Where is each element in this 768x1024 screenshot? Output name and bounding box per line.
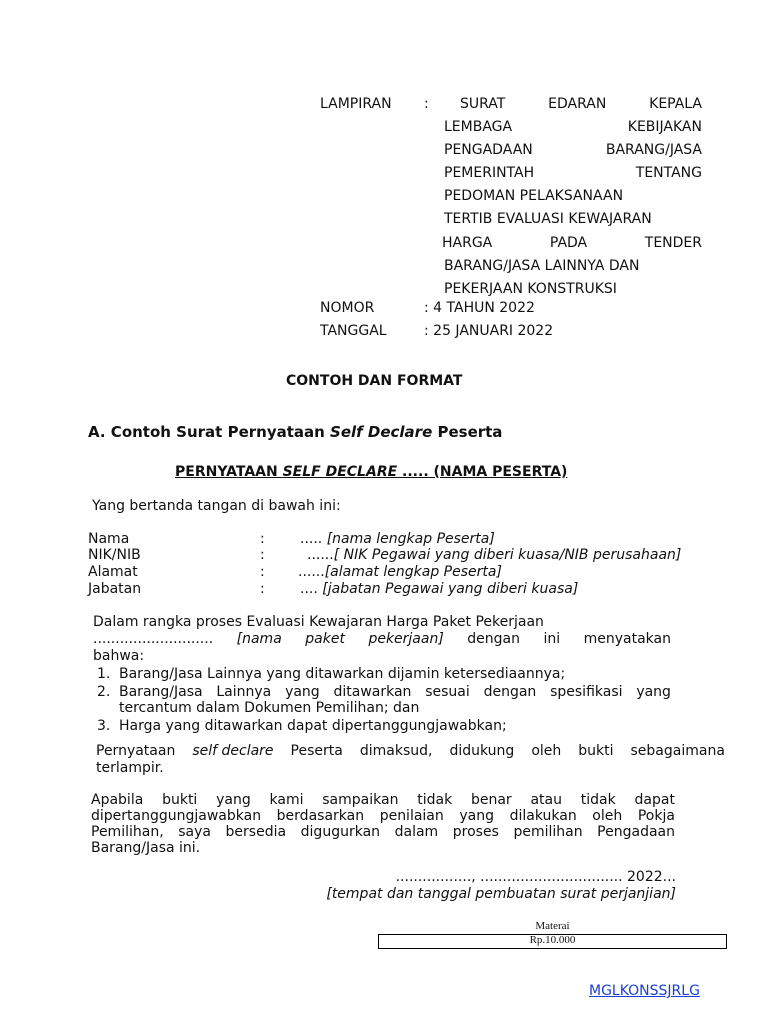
section-italic: Self Declare bbox=[330, 423, 433, 441]
field-sep: : bbox=[260, 547, 265, 563]
list-number: 1. bbox=[97, 666, 111, 682]
word bbox=[368, 631, 443, 647]
section-prefix: A. Contoh Surat Pernyataan bbox=[88, 423, 331, 441]
word: SURAT bbox=[460, 96, 506, 112]
list-item-2-line1 bbox=[119, 684, 671, 700]
word: yang bbox=[285, 684, 320, 700]
word: KEBIJAKAN bbox=[627, 119, 702, 135]
word: sesuai bbox=[425, 684, 470, 700]
word: Pengadaan bbox=[597, 824, 675, 840]
field-sep: : bbox=[260, 564, 265, 580]
word: Apabila bbox=[91, 792, 144, 808]
word: berdasarkan bbox=[276, 808, 365, 824]
word: Pernyataan bbox=[96, 743, 176, 759]
field-label-jabatan: Jabatan bbox=[88, 581, 142, 597]
lampiran-colon: : bbox=[424, 96, 429, 112]
word: sebagaimana bbox=[630, 743, 725, 759]
word: TENDER bbox=[644, 235, 702, 251]
field-hint: [nama lengkap Peserta] bbox=[326, 531, 495, 547]
lampiran-line-5: PEDOMAN PELAKSANAAN bbox=[444, 188, 624, 204]
list-item-1: Barang/Jasa Lainnya yang ditawarkan dijamin ketersediaannya; bbox=[119, 666, 566, 682]
word-italic: pekerjaan] bbox=[368, 631, 444, 647]
section-suffix: Peserta bbox=[432, 423, 503, 441]
word: PEMERINTAH bbox=[444, 165, 535, 181]
word: bukti bbox=[578, 743, 614, 759]
word: [nama bbox=[236, 631, 282, 647]
field-dots: ..... bbox=[300, 531, 327, 547]
word: Pokja bbox=[637, 808, 675, 824]
format-title: CONTOH DAN FORMAT bbox=[286, 373, 463, 389]
field-dots: ...... bbox=[307, 547, 334, 563]
word: dipertanggungjawabkan bbox=[91, 808, 262, 824]
para3-line1 bbox=[91, 792, 675, 808]
signature-place-date: ................., ................................ 2022... bbox=[395, 869, 676, 885]
para3-line2 bbox=[91, 808, 675, 824]
field-label-alamat: Alamat bbox=[88, 564, 138, 580]
word: BARANG/JASA bbox=[605, 142, 702, 158]
lampiran-line-6: TERTIB EVALUASI KEWAJARAN bbox=[444, 211, 652, 227]
statement-title-italic: SELF DECLARE bbox=[282, 464, 398, 480]
word: oleh bbox=[592, 808, 623, 824]
intro-text: Yang bertanda tangan di bawah ini: bbox=[92, 498, 341, 514]
field-value-nama bbox=[300, 531, 495, 547]
word: dalam bbox=[394, 824, 439, 840]
lampiran-line-7 bbox=[442, 235, 702, 251]
word: bukti bbox=[162, 792, 198, 808]
tanggal-label: TANGGAL bbox=[320, 323, 387, 339]
para3-line3 bbox=[91, 824, 675, 840]
section-heading bbox=[88, 423, 502, 441]
lampiran-line-1 bbox=[460, 96, 702, 112]
materai-value: Rp.10.000 bbox=[529, 934, 576, 946]
word: KEPALA bbox=[649, 96, 702, 112]
word: PENGADAAN bbox=[444, 142, 533, 158]
word: paket bbox=[305, 631, 345, 647]
field-dots: .... bbox=[300, 581, 323, 597]
word: benar bbox=[470, 792, 512, 808]
word: PADA bbox=[549, 235, 588, 251]
statement-title-prefix: PERNYATAAN bbox=[175, 464, 283, 480]
word: digugurkan bbox=[300, 824, 381, 840]
lampiran-line-8: BARANG/JASA LAINNYA DAN bbox=[444, 258, 640, 274]
para2-line2: terlampir. bbox=[96, 760, 164, 776]
word: yang bbox=[459, 808, 494, 824]
word: spesifikasi bbox=[550, 684, 623, 700]
materai-box bbox=[378, 934, 727, 949]
field-hint: [ NIK Pegawai yang diberi kuasa/NIB perusahaan] bbox=[333, 547, 682, 563]
word: Barang/Jasa bbox=[119, 684, 203, 700]
list-number: 3. bbox=[97, 718, 111, 734]
lampiran-line-4 bbox=[444, 165, 702, 181]
word: dimaksud, bbox=[359, 743, 433, 759]
field-value-alamat bbox=[298, 564, 502, 580]
field-dots: ...... bbox=[298, 564, 325, 580]
field-hint: [jabatan Pegawai yang diberi kuasa] bbox=[322, 581, 579, 597]
word: EDARAN bbox=[548, 96, 607, 112]
word: menyatakan bbox=[583, 631, 671, 647]
nomor-label: NOMOR bbox=[320, 300, 375, 316]
word: self declare bbox=[192, 743, 274, 759]
word: dengan bbox=[467, 631, 520, 647]
word: penilaian bbox=[379, 808, 444, 824]
lampiran-line-2 bbox=[444, 119, 702, 135]
para1-line2 bbox=[93, 631, 671, 647]
word: TENTANG bbox=[635, 165, 702, 181]
word: yang bbox=[216, 792, 251, 808]
word: tidak bbox=[417, 792, 453, 808]
field-sep: : bbox=[260, 531, 265, 547]
field-label-nik: NIK/NIB bbox=[88, 547, 141, 563]
word: yang bbox=[636, 684, 671, 700]
footer-link[interactable]: MGLKONSSJRLG bbox=[589, 983, 700, 999]
field-hint: [alamat lengkap Peserta] bbox=[324, 564, 502, 580]
nomor-value: : 4 TAHUN 2022 bbox=[424, 300, 535, 316]
word: dengan bbox=[483, 684, 537, 700]
word: HARGA bbox=[442, 235, 493, 251]
word: proses bbox=[452, 824, 499, 840]
field-value-nik bbox=[307, 547, 681, 563]
materai-label: Materai bbox=[535, 920, 570, 932]
list-item-3: Harga yang ditawarkan dapat dipertanggungjawabkan; bbox=[119, 718, 507, 734]
word: oleh bbox=[531, 743, 562, 759]
word: Lainnya bbox=[216, 684, 272, 700]
word: dilakukan bbox=[509, 808, 577, 824]
word: dapat bbox=[634, 792, 675, 808]
field-label-nama: Nama bbox=[88, 531, 130, 547]
lampiran-label: LAMPIRAN bbox=[320, 96, 392, 112]
lampiran-line-3 bbox=[444, 142, 702, 158]
word: ditawarkan bbox=[333, 684, 412, 700]
word: bersedia bbox=[225, 824, 287, 840]
word: sampaikan bbox=[322, 792, 399, 808]
word: ........................... bbox=[93, 631, 214, 647]
para2-line1 bbox=[96, 743, 725, 759]
para1-line1: Dalam rangka proses Evaluasi Kewajaran Harga Paket Pekerjaan bbox=[93, 614, 544, 630]
list-number: 2. bbox=[97, 684, 111, 700]
word: pemilihan bbox=[513, 824, 583, 840]
para1-line3: bahwa: bbox=[93, 648, 145, 664]
word: didukung bbox=[449, 743, 515, 759]
lampiran-line-9: PEKERJAAN KONSTRUKSI bbox=[444, 281, 617, 297]
signature-hint: [tempat dan tanggal pembuatan surat perjanjian] bbox=[326, 886, 676, 902]
field-value-jabatan bbox=[300, 581, 578, 597]
field-sep: : bbox=[260, 581, 265, 597]
word: Peserta bbox=[290, 743, 343, 759]
para3-line4: Barang/Jasa ini. bbox=[91, 840, 201, 856]
word: tidak bbox=[580, 792, 616, 808]
word: saya bbox=[178, 824, 211, 840]
word: Pemilihan, bbox=[91, 824, 164, 840]
statement-title-suffix: ..... (NAMA PESERTA) bbox=[397, 464, 568, 480]
word: ini bbox=[543, 631, 561, 647]
word: kami bbox=[269, 792, 304, 808]
statement-title bbox=[175, 464, 567, 480]
word: LEMBAGA bbox=[444, 119, 513, 135]
list-item-2-line2: tercantum dalam Dokumen Pemilihan; dan bbox=[119, 700, 420, 716]
word: atau bbox=[530, 792, 562, 808]
tanggal-value: : 25 JANUARI 2022 bbox=[424, 323, 554, 339]
